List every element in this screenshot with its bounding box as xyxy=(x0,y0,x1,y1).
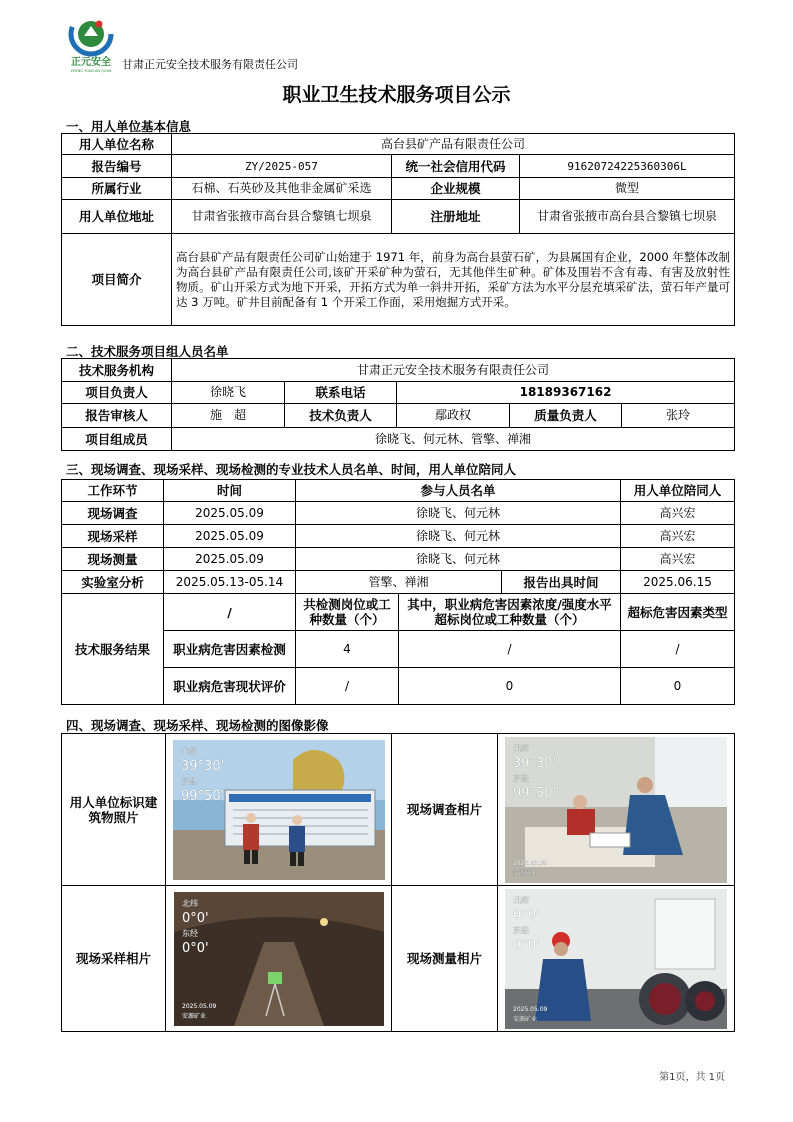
escort-cell: 高兴宏 xyxy=(621,525,735,548)
photo-latitude-value: 0°0' xyxy=(181,910,209,926)
photo-latitude-label: 北纬 xyxy=(180,746,197,756)
qa-lead-value: 张玲 xyxy=(622,404,735,428)
reg-address-label: 注册地址 xyxy=(392,200,520,234)
unit-name-label: 用人单位名称 xyxy=(62,134,172,155)
leader-value: 徐晓飞 xyxy=(172,382,285,404)
table-row xyxy=(62,548,735,571)
page-number: 第1页，共 1页 xyxy=(659,1072,725,1083)
photo-longitude-value: 99°50' xyxy=(513,785,557,801)
report-date-value: 2025.06.15 xyxy=(621,571,735,594)
tech-lead-value: 鄢政权 xyxy=(397,404,510,428)
sampling-photo-label: 现场采样相片 xyxy=(62,886,166,1032)
stage-cell: 现场测量 xyxy=(62,548,164,571)
col-stage: 工作环节 xyxy=(62,480,164,502)
photo-longitude-value: 99°50' xyxy=(180,788,224,804)
building-photo-label: 用人单位标识建筑物照片 xyxy=(62,734,166,886)
intro-text: 高台县矿产品有限责任公司矿山始建于 1971 年，前身为高台县萤石矿，为县属国有企业，2000 年整体改制为高台县矿产品有限责任公司,该矿开采矿种为萤石，无其他伴生矿种。矿体及围岩不含有毒、有害及放射性物质。矿山开采方式为地下开采，开拓方式为单一斜井开拓，采矿方法为水平分层充填采矿法，萤石年产量可达 3 万吨。矿井目前配备有 1 个开采工作面，采用炮掘方式开采。 xyxy=(172,234,735,326)
fieldwork-table xyxy=(61,479,735,705)
photo-latitude-label: 北纬 xyxy=(513,743,529,753)
team-table xyxy=(61,358,735,451)
photo-latitude-value: 39°30' xyxy=(180,758,224,774)
unit-name-value: 高台县矿产品有限责任公司 xyxy=(172,134,735,155)
photo-longitude-label: 东经 xyxy=(181,928,198,938)
results-label: 技术服务结果 xyxy=(62,594,164,705)
lab-date-cell: 2025.05.13-05.14 xyxy=(164,571,296,594)
col-date: 时间 xyxy=(164,480,296,502)
measure-photo xyxy=(505,889,727,1029)
photo-stamp-org: 安源矿业 xyxy=(513,869,538,877)
credit-code-value: 91620724225360306L xyxy=(520,155,735,178)
industry-value: 石棉、石英砂及其他非金属矿采选 xyxy=(172,178,392,200)
col-escort: 用人单位陪同人 xyxy=(621,480,735,502)
survey-photo-cell xyxy=(498,734,735,886)
lab-staff-cell: 管擎、禅湘 xyxy=(296,571,502,594)
logo-subtext: ZHENG YUAN AN QUAN xyxy=(70,69,112,73)
results-head-exceed: 其中，职业病危害因素浓度/强度水平超标岗位或工种数量（个） xyxy=(399,594,621,631)
photo-latitude-value: 39°30' xyxy=(513,755,557,771)
building-photo xyxy=(173,740,385,880)
result-exceed: 0 xyxy=(399,668,621,705)
section1-heading: 一、用人单位基本信息 xyxy=(66,119,192,134)
result-type: / xyxy=(621,631,735,668)
escort-cell: 高兴宏 xyxy=(621,502,735,525)
result-count: / xyxy=(296,668,399,705)
unit-info-table xyxy=(61,133,735,326)
industry-label: 所属行业 xyxy=(62,178,172,200)
date-cell: 2025.05.09 xyxy=(164,548,296,571)
results-head-count: 共检测岗位或工种数量（个） xyxy=(296,594,399,631)
page-title: 职业卫生技术服务项目公示 xyxy=(282,84,511,106)
photo-stamp-org: 安源矿业 xyxy=(181,1012,206,1020)
section3-heading: 三、现场调查、现场采样、现场检测的专业技术人员名单、时间，用人单位陪同人 xyxy=(66,462,517,477)
section4-heading: 四、现场调查、现场采样、现场检测的图像影像 xyxy=(66,718,329,733)
credit-code-label: 统一社会信用代码 xyxy=(392,155,520,178)
photo-latitude-label: 北纬 xyxy=(181,898,198,908)
org-label: 技术服务机构 xyxy=(62,359,172,382)
reviewer-value: 施 超 xyxy=(172,404,285,428)
members-label: 项目组成员 xyxy=(62,428,172,451)
intro-label: 项目简介 xyxy=(62,234,172,326)
reviewer-label: 报告审核人 xyxy=(62,404,172,428)
phone-value: 18189367162 xyxy=(397,382,735,404)
result-item: 职业病危害因素检测 xyxy=(164,631,296,668)
sampling-photo xyxy=(174,892,384,1026)
staff-cell: 徐晓飞、何元林 xyxy=(296,525,621,548)
report-no-value: ZY/2025-057 xyxy=(172,155,392,178)
result-type: 0 xyxy=(621,668,735,705)
stage-cell: 现场调查 xyxy=(62,502,164,525)
scale-value: 微型 xyxy=(520,178,735,200)
photo-longitude-label: 东经 xyxy=(513,925,529,935)
photo-stamp-org: 安源矿业 xyxy=(513,1015,538,1023)
lab-stage-cell: 实验室分析 xyxy=(62,571,164,594)
tech-lead-label: 技术负责人 xyxy=(285,404,397,428)
scale-label: 企业规模 xyxy=(392,178,520,200)
company-logo xyxy=(66,12,116,74)
photo-latitude-value: 0°0' xyxy=(513,907,540,923)
photo-longitude-label: 东经 xyxy=(180,776,197,786)
result-exceed: / xyxy=(399,631,621,668)
table-row xyxy=(62,525,735,548)
table-row xyxy=(62,571,735,594)
measure-photo-cell xyxy=(498,886,735,1032)
date-cell: 2025.05.09 xyxy=(164,525,296,548)
photo-stamp-date: 2025.05.09 xyxy=(513,859,548,867)
report-no-label: 报告编号 xyxy=(62,155,172,178)
photo-longitude-value: 0°0' xyxy=(513,937,540,953)
results-head-item: / xyxy=(164,594,296,631)
members-value: 徐晓飞、何元林、管擎、禅湘 xyxy=(172,428,735,451)
org-value: 甘肃正元安全技术服务有限责任公司 xyxy=(172,359,735,382)
building-photo-cell xyxy=(166,734,392,886)
photo-stamp-date: 2025.05.09 xyxy=(513,1005,548,1013)
staff-cell: 徐晓飞、何元林 xyxy=(296,502,621,525)
section2-heading: 二、技术服务项目组人员名单 xyxy=(66,344,229,359)
header-company-name: 甘肃正元安全技术服务有限责任公司 xyxy=(122,58,298,71)
results-head-type: 超标危害因素类型 xyxy=(621,594,735,631)
survey-photo xyxy=(505,737,727,883)
survey-photo-label: 现场调查相片 xyxy=(392,734,498,886)
stage-cell: 现场采样 xyxy=(62,525,164,548)
table-row xyxy=(62,502,735,525)
escort-cell: 高兴宏 xyxy=(621,548,735,571)
logo-text: 正元安全 xyxy=(71,57,111,68)
col-staff: 参与人员名单 xyxy=(296,480,621,502)
date-cell: 2025.05.09 xyxy=(164,502,296,525)
report-date-label: 报告出具时间 xyxy=(502,571,621,594)
sampling-photo-cell xyxy=(166,886,392,1032)
photo-stamp-date: 2025.05.09 xyxy=(181,1002,216,1010)
photo-latitude-label: 北纬 xyxy=(513,895,529,905)
photo-table xyxy=(61,733,735,1032)
phone-label: 联系电话 xyxy=(285,382,397,404)
address-label: 用人单位地址 xyxy=(62,200,172,234)
result-count: 4 xyxy=(296,631,399,668)
staff-cell: 徐晓飞、何元林 xyxy=(296,548,621,571)
measure-photo-label: 现场测量相片 xyxy=(392,886,498,1032)
photo-longitude-label: 东经 xyxy=(513,773,529,783)
leader-label: 项目负责人 xyxy=(62,382,172,404)
address-value: 甘肃省张掖市高台县合黎镇七坝泉 xyxy=(172,200,392,234)
photo-longitude-value: 0°0' xyxy=(181,940,209,956)
qa-lead-label: 质量负责人 xyxy=(510,404,622,428)
result-item: 职业病危害现状评价 xyxy=(164,668,296,705)
reg-address-value: 甘肃省张掖市高台县合黎镇七坝泉 xyxy=(520,200,735,234)
